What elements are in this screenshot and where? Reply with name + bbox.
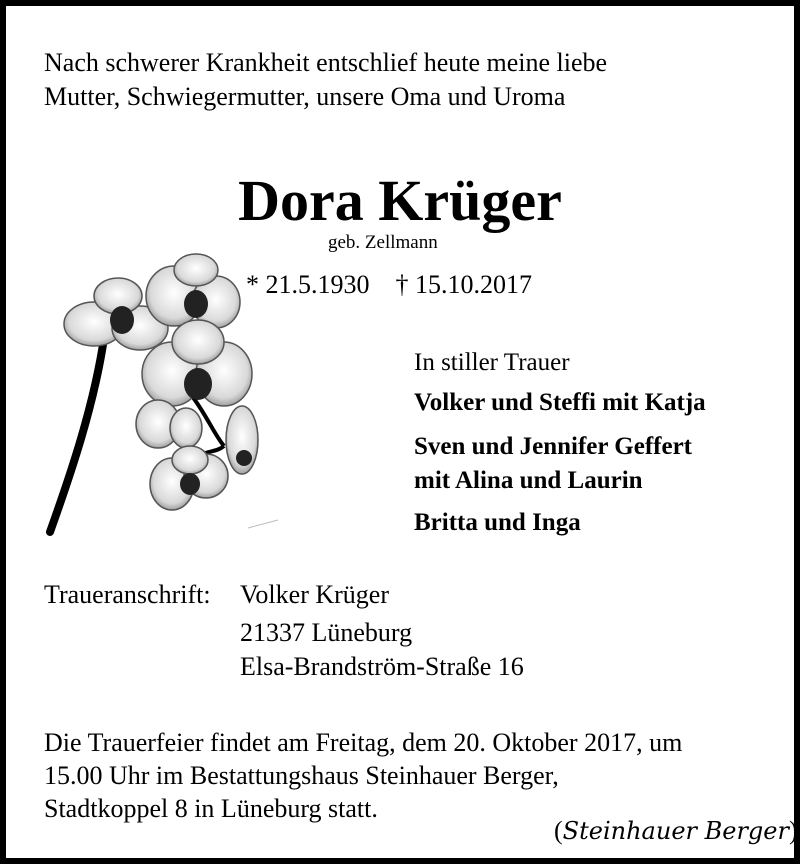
- address-city: 21337 Lüneburg: [240, 618, 413, 647]
- orchid-icon: [42, 246, 282, 546]
- address-name: Volker Krüger: [240, 580, 389, 609]
- service-info: [44, 726, 682, 825]
- mourning-intro: In stiller Trauer: [414, 349, 570, 376]
- mourner-family: Volker und Steffi mit Katja: [414, 389, 706, 416]
- service-line-1: Die Trauerfeier findet am Freitag, dem 20. Oktober 2017, um: [44, 728, 683, 757]
- signature-paren-open: (: [554, 816, 563, 845]
- signature-paren-close: ): [788, 816, 798, 845]
- address-street: Elsa-Brandström-Straße 16: [240, 652, 524, 681]
- funeral-home-signature: [554, 816, 798, 846]
- birth-date: * 21.5.1930: [246, 270, 370, 299]
- intro-line-1: Nach schwerer Krankheit entschlief heute meine liebe: [44, 48, 608, 77]
- address-label: Traueranschrift:: [44, 580, 211, 609]
- deceased-name: Dora Krüger: [238, 168, 562, 233]
- intro-text: [44, 46, 607, 114]
- mourner-family: Britta und Inga: [414, 509, 581, 536]
- service-line-2: 15.00 Uhr im Bestattungshaus Steinhauer Berger,: [44, 761, 559, 790]
- life-dates: [246, 270, 532, 300]
- mourner-family: Sven und Jennifer Geffert: [414, 433, 692, 460]
- signature-text: Steinhauer Berger: [562, 817, 789, 845]
- intro-line-2: Mutter, Schwiegermutter, unsere Oma und Uroma: [44, 82, 566, 111]
- mourner-family: mit Alina und Laurin: [414, 467, 643, 494]
- birth-name: geb. Zellmann: [328, 232, 438, 253]
- death-date: † 15.10.2017: [395, 270, 532, 299]
- service-line-3: Stadtkoppel 8 in Lüneburg statt.: [44, 794, 378, 823]
